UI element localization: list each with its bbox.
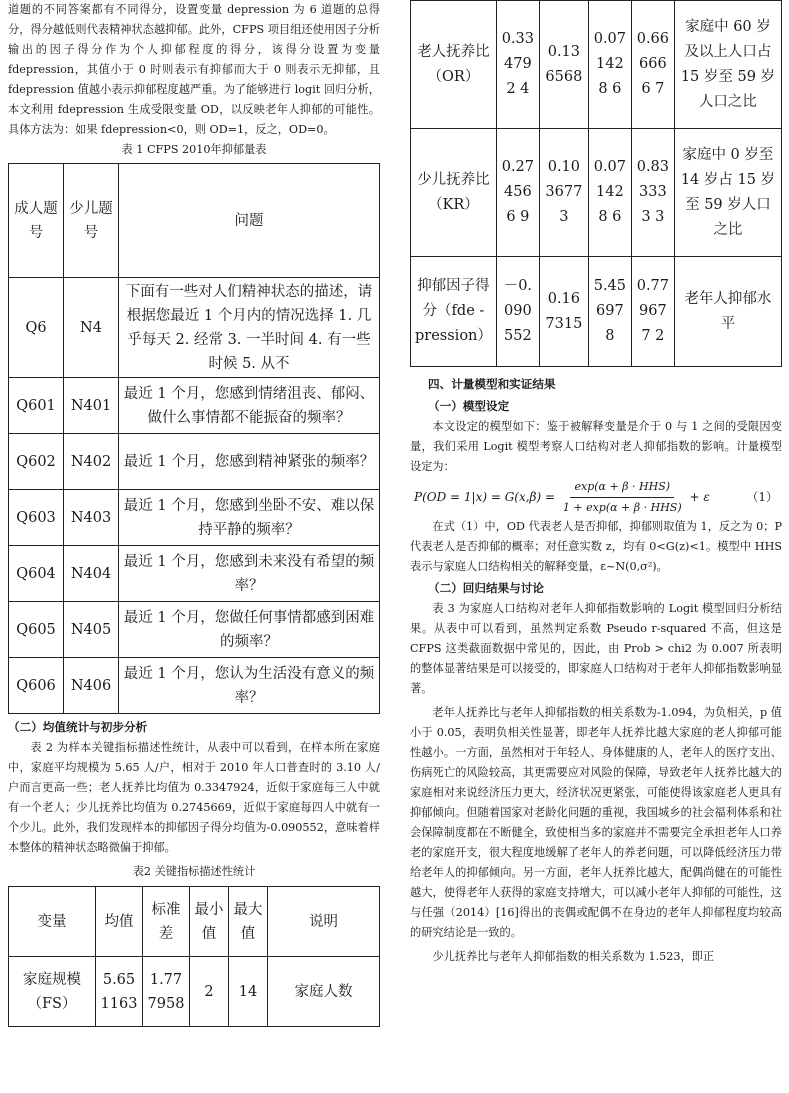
table-cell: 5.456978 (588, 257, 631, 367)
table1-header: 少儿题号 (64, 164, 119, 278)
table-cell: N402 (64, 434, 119, 490)
equation-denominator: 1 + exp(α + β · HHS) (562, 500, 682, 514)
table1-depression-scale (8, 163, 380, 714)
equation-1 (410, 477, 782, 517)
table-cell: 最近 1 个月，您感到精神紧张的频率？ (119, 434, 380, 490)
paragraph-model-explanation: 在式（1）中，OD 代表老人是否抑郁，抑郁则取值为 1，反之为 0；P 代表老人是否抑郁的概率；对任意实数 z，均有 0<G(z)<1。模型中 HHS 表示与家庭人口结构相关的解释变量，ε~N(0,σ²)。 (410, 520, 782, 573)
table-row (9, 378, 380, 434)
table-cell: Q601 (9, 378, 64, 434)
table-cell: 家庭规模（FS） (9, 957, 96, 1027)
table-cell: 0.779677 2 (631, 257, 674, 367)
table-cell: 最近 1 个月，您感到未来没有希望的频率？ (119, 546, 380, 602)
table-cell: 0.833333 3 (631, 129, 674, 257)
paragraph-model-setup: 本文设定的模型如下：鉴于被解释变量是介于 0 与 1 之间的受限因变量，我们采用 Logit 模型考察人口结构对老人抑郁指数的影响。计量模型设定为： (410, 420, 782, 473)
equation-lhs: P(OD = 1|x) = G(x,β) = (414, 489, 556, 504)
table1-header: 成人题号 (9, 164, 64, 278)
equation-fraction (563, 477, 682, 518)
table-cell: 老年人抑郁水平 (674, 257, 781, 367)
table-cell: 最近 1 个月，您认为生活没有意义的频率？ (119, 658, 380, 714)
table-cell: 0.274566 9 (496, 129, 539, 257)
table-cell: 0.666666 7 (631, 1, 674, 129)
paragraph-depression-def: 道题的不同答案都有不同得分，设置变量 depression 为 6 道题的总得分，得分越低则代表精神状态越抑郁。此外，CFPS 项目组还使用因子分析输出的因子得分作为个人抑郁程度的得分，该得分设置为变量 fdepression，其值小于 0 时则表示有抑郁而大于 0 则表示无抑郁，且 fdepression 值越小表示抑郁程度越严重。为了能够进行 logit 回归分析，本文利用 fdepression 生成受限变量 OD，以反映老年人抑郁的可能性。具体方法为：如果 fdepression<0，则 OD=1，反之，OD=0。 (8, 3, 380, 136)
equation-error-term: + ε (689, 489, 710, 504)
table-row (9, 490, 380, 546)
table-cell: 0.334792 4 (496, 1, 539, 129)
table-cell: 最近 1 个月，您做任何事情都感到困难的频率？ (119, 602, 380, 658)
table-cell: 抑郁因子得分（fde - pression） (411, 257, 497, 367)
table-cell: Q6 (9, 278, 64, 378)
equation-label: （1） (746, 490, 778, 504)
section-heading-model: 四、计量模型和实证结果 (428, 377, 556, 391)
subheading-model-setup: （一）模型设定 (428, 399, 510, 413)
table-cell: 家庭中 0 岁至 14 岁占 15 岁至 59 岁人口之比 (674, 129, 781, 257)
table-row (9, 546, 380, 602)
table-cell: N401 (64, 378, 119, 434)
table2-descriptive-stats (8, 886, 380, 1027)
table-cell: Q606 (9, 658, 64, 714)
table-cell: N406 (64, 658, 119, 714)
table1-header: 问题 (119, 164, 380, 278)
table-cell: 0.103677 3 (539, 129, 588, 257)
subheading-results: （二）回归结果与讨论 (428, 581, 544, 595)
table-cell: 1.777958 (143, 957, 190, 1027)
table2-continued (410, 0, 782, 367)
table-cell: 0.167315 (539, 257, 588, 367)
table-row (9, 602, 380, 658)
paragraph-elderly-ratio: 老年人抚养比与老年人抑郁指数的相关系数为-1.094，为负相关，p 值小于 0.05，表明负相关性显著，即老年人抚养比越大家庭的老人抑郁可能性越小。一方面，虽然相对于年轻人、身体健康的人，老年人的医疗支出、伤病死亡的风险较高，其更需要应对风险的保障，导致老年人抚养比越大的家庭相对来说经济压力更大，经济状况更紧张，可能使得该家庭老人更具有抑郁倾向。但随着国家对老龄化问题的重视，我国城乡的社会福利体系和社会保障制度都在不断健全，致使相当多的家庭并不需要完全承担老年人口养老的家庭开支，很大程度地缓解了老年人的养老问题，可以降低经济压力带给老年人的抑郁倾向。另一方面，老年人抚养比越大，配偶尚健在的可能性越大，使得老年人获得的家庭支持增大，可以减小老年人抑郁的可能性，这与任强（2014）[16]得出的丧偶或配偶不在身边的老年人抑郁程度均较高的研究结论是一致的。 (410, 706, 782, 939)
table-cell: 2 (190, 957, 229, 1027)
table-row (9, 957, 380, 1027)
table2-header: 均值 (96, 887, 143, 957)
table-cell: 最近 1 个月，您感到情绪沮丧、郁闷、做什么事情都不能振奋的频率？ (119, 378, 380, 434)
equation-numerator: exp(α + β · HHS) (570, 477, 674, 498)
table-cell: Q605 (9, 602, 64, 658)
table2-header: 变量 (9, 887, 96, 957)
table2-header: 最小值 (190, 887, 229, 957)
table-cell: Q602 (9, 434, 64, 490)
table2-caption: 表2 关键指标描述性统计 (132, 865, 256, 878)
table2-header: 最大值 (229, 887, 268, 957)
table-row (411, 1, 782, 129)
paragraph-descriptive-stats: 表 2 为样本关键指标描述性统计，从表中可以看到，在样本所在家庭中，家庭平均规模为 5.65 人/户，相对于 2010 年人口普查时的 3.10 人/户而言更高一些；老人抚养比均值为 0.3347924，近似于家庭每三人中就有一个老人；少儿抚养比均值为 0.2745669，近似于家庭每四人中就有一个少儿。此外，我们发现样本的抑郁因子得分均值为-0.090552，意味着样本整体的精神状态略微偏于抑郁。 (8, 741, 380, 854)
table-cell: N404 (64, 546, 119, 602)
table2-header: 标准差 (143, 887, 190, 957)
table2-header: 说明 (268, 887, 380, 957)
table-cell: 家庭人数 (268, 957, 380, 1027)
table-row (411, 129, 782, 257)
table-cell: 最近 1 个月，您感到坐卧不安、难以保持平静的频率？ (119, 490, 380, 546)
table-cell: N403 (64, 490, 119, 546)
table-row (411, 257, 782, 367)
table-cell: 0.071428 6 (588, 1, 631, 129)
table-row (9, 658, 380, 714)
table-cell: N405 (64, 602, 119, 658)
table-cell: 14 (229, 957, 268, 1027)
table-cell: 少儿抚养比（KR） (411, 129, 497, 257)
paragraph-regression-results: 表 3 为家庭人口结构对老年人抑郁指数影响的 Logit 模型回归分析结果。从表中可以看到，虽然判定系数 Pseudo r-squared 不高，但这是 CFPS 这类截面数据中常见的，因此，由 Prob > chi2 为 0.007 所表明的整体显著结果是可以接受的，即家庭人口结构对于老年人抑郁指数影响显著。 (410, 602, 782, 695)
table-cell: N4 (64, 278, 119, 378)
table-cell: 0.136568 (539, 1, 588, 129)
table-row (9, 434, 380, 490)
table-cell: 老人抚养比（OR） (411, 1, 497, 129)
table-cell: 0.071428 6 (588, 129, 631, 257)
table-cell: 5.651163 (96, 957, 143, 1027)
right-column (410, 0, 782, 967)
paragraph-child-ratio: 少儿抚养比与老年人抑郁指数的相关系数为 1.523，即正 (432, 950, 715, 963)
table-row (9, 278, 380, 378)
section-heading-mean-stats: （二）均值统计与初步分析 (8, 720, 148, 734)
table-cell: 家庭中 60 岁及以上人口占 15 岁至 59 岁人口之比 (674, 1, 781, 129)
table1-caption: 表 1 CFPS 2010年抑郁量表 (121, 143, 267, 156)
table-cell: 下面有一些对人们精神状态的描述，请根据您最近 1 个月内的情况选择 1. 几乎每天 2. 经常 3. 一半时间 4. 有一些时候 5. 从不 (119, 278, 380, 378)
table-cell: －0.090552 (496, 257, 539, 367)
left-column (8, 0, 380, 1027)
table-cell: Q603 (9, 490, 64, 546)
table-cell: Q604 (9, 546, 64, 602)
